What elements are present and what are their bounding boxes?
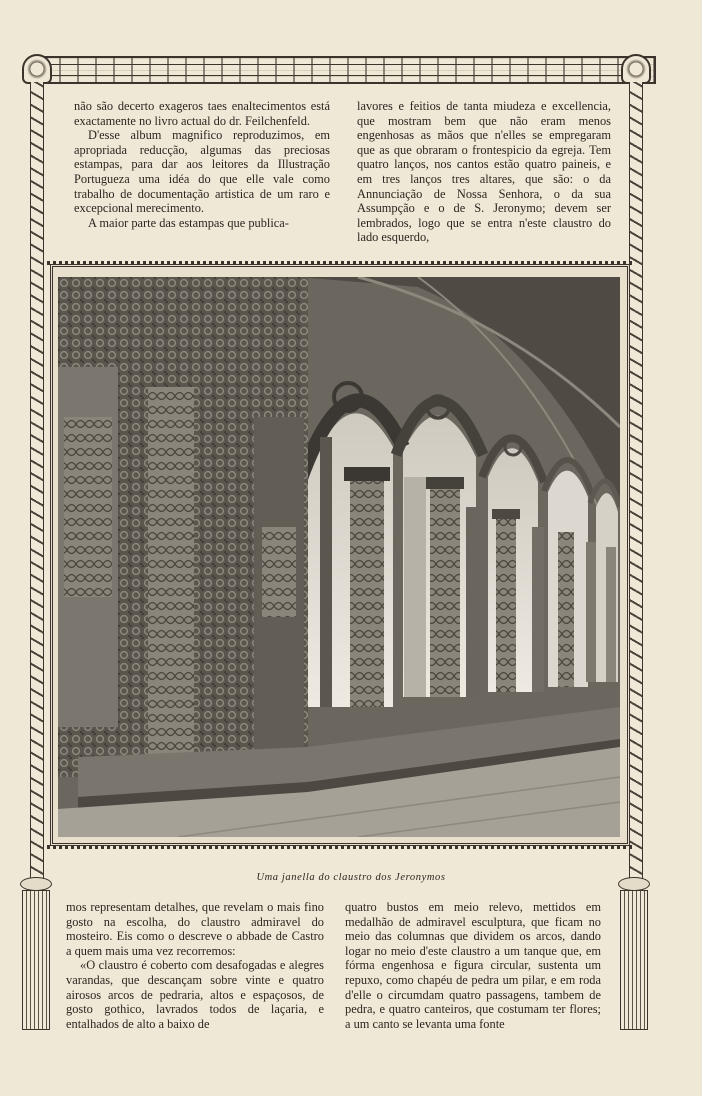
paragraph: mos representam detalhes, que revelam o mais fino gosto na escolha, do claustro admiravel do mosteiro. Eis como o descreve o abbade de Castro a quem mais uma vez recorremos:: [66, 900, 324, 958]
photo-caption: Uma janella do claustro dos Jeronymos: [256, 872, 446, 883]
left-column-base-ornament: [22, 890, 50, 1030]
top-right-text-column: [357, 99, 611, 245]
top-left-text-column: [74, 99, 330, 230]
paragraph: «O claustro é coberto com desafogadas e alegres varandas, que descançam sobre vinte e quatro airosos arcos de pedraria, altos e espaçosos, de gosto gothico, lavrados todos de laçaria, e entalhados de alto a baixo de: [66, 958, 324, 1031]
right-twisted-column-ornament: [629, 82, 643, 912]
left-twisted-column-ornament: [30, 82, 44, 912]
cloister-photograph: [58, 277, 620, 837]
paragraph: lavores e feitios de tanta miudeza e excellencia, que mostram bem que não eram menos engenhosas as mãos que n'elles se empregaram que as que obraram o frontespicio da egreja. Tem quatro lanços, nos cantos estão quatro paineis, e em tres lanços tres altares, que são: o da Annunciação de Nossa Senhora, o da sua Assumpção e o de S. Jeronymo; devem ser lembrados, logo que se entra n'este claustro do lado esquerdo,: [357, 99, 611, 245]
paragraph: A maior parte das estampas que publica-: [88, 215, 289, 230]
left-column-capital-ornament: [22, 54, 52, 84]
right-column-base-ornament: [620, 890, 648, 1030]
ornamental-top-border: [30, 56, 656, 84]
paragraph: não são decerto exageros taes enaltecimentos está exactamente no livro actual do dr. Feilchenfeld.: [74, 99, 330, 128]
paragraph: quatro bustos em meio relevo, mettidos em medalhão de admiravel esculptura, que ficam no meio das columnas que dividem os arcos, dando logar no meio d'este claustro a um tanque que, em fórma engenhosa e figura circular, sustenta um repuxo, como chapéu de pedra um pilar, e em roda d'elle o circumdam quatro passagens, tambem de pedra, e quatro canteiros, que costumam ter flores; a um canto se levanta uma fonte: [345, 900, 601, 1031]
bottom-right-text-column: [345, 900, 601, 1031]
bottom-left-text-column: [66, 900, 324, 1031]
paragraph: D'esse album magnifico reproduzimos, em apropriada reducção, algumas das preciosas estampas, para dar aos leitores da Illustração Portugueza uma idéa do que elle vale como trabalho de documentação artistica de um raro e excepcional merecimento.: [74, 128, 330, 216]
cloister-arcade-icon: [58, 277, 620, 837]
right-column-capital-ornament: [621, 54, 651, 84]
photo-frame: [50, 264, 630, 846]
